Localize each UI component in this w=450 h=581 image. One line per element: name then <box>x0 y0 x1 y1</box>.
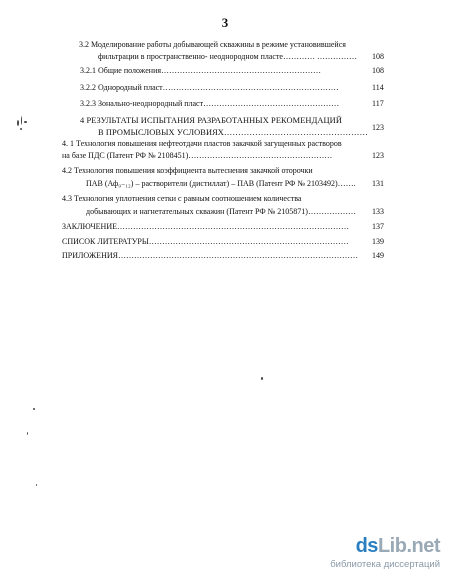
toc-page-number: 114 <box>372 83 384 92</box>
toc-page-number: 108 <box>372 66 384 75</box>
scan-speck <box>17 120 19 126</box>
toc-entry-4-2 <box>86 179 356 189</box>
logo-lib: Lib <box>377 535 407 557</box>
toc-entry-text: В ПРОМЫСЛОВЫХ УСЛОВИЯХ…………………………………………… <box>98 128 369 137</box>
toc-entry-3-2-3 <box>80 99 339 109</box>
toc-entry-4-3 <box>86 207 356 217</box>
toc-entry-text: ЗАКЛЮЧЕНИЕ…………………………………………………………………………… <box>62 222 349 231</box>
toc-page-number: 117 <box>372 99 384 108</box>
toc-entry-text: ПРИЛОЖЕНИЯ……………………………………………………………………………… <box>62 251 358 260</box>
toc-entry-3-2 <box>98 52 357 62</box>
scan-speck <box>36 484 37 486</box>
logo-ds: ds <box>355 535 378 557</box>
toc-entry-4-1 <box>62 151 332 161</box>
toc-entry-text: 3.2.3 Зонально-неоднородный пласт…………………………………………… <box>80 99 340 108</box>
toc-entry-text: фильтрации в пространственно- неоднородном пласте………… …………… <box>98 52 357 61</box>
toc-entry-conclusion <box>62 222 349 232</box>
page-number: 3 <box>221 15 229 30</box>
toc-entry-appendices <box>62 251 358 261</box>
toc-entry-4 <box>98 128 368 138</box>
toc-page-number: 137 <box>372 222 384 231</box>
scan-speck <box>20 128 22 130</box>
toc-entry-4-1-title <box>62 139 342 149</box>
scan-speck <box>27 432 28 435</box>
toc-entry-text: добывающих и нагнетательных скважин (Патент РФ № 2105871)……………… <box>86 207 356 216</box>
toc-entry-text: 4.2 Технология повышения коэффициента вытеснения закачкой оторочки <box>62 166 313 175</box>
toc-entry-text: ПАВ (Аф₉₋₁₂) – растворители (дистиллат) – ПАВ (Патент РФ № 2103492)……. <box>86 179 356 188</box>
toc-entry-3-2-2 <box>80 83 339 93</box>
toc-entry-text: 3.2.1 Общие положения…………………………………………………… <box>80 66 322 75</box>
toc-entry-3-2-1 <box>80 66 321 76</box>
toc-page-number: 123 <box>372 151 384 160</box>
toc-entry-text: на базе ПДС (Патент РФ № 2108451)……………………………………………… <box>62 151 333 160</box>
toc-page-number: 131 <box>372 179 384 188</box>
watermark-caption: библиотека диссертаций <box>330 559 440 570</box>
toc-page-number: 133 <box>372 207 384 216</box>
scan-speck <box>33 408 35 410</box>
scan-speck <box>261 377 263 380</box>
scan-speck <box>21 116 22 125</box>
toc-entry-4-3-title <box>62 194 301 204</box>
toc-entry-4-title <box>80 116 342 126</box>
toc-page-number: 123 <box>372 123 384 132</box>
toc-page-number: 139 <box>372 237 384 246</box>
toc-page-number: 108 <box>372 52 384 61</box>
logo-net: .net <box>406 535 440 557</box>
dslib-logo <box>356 535 440 558</box>
dslib-watermark <box>330 535 440 573</box>
toc-entry-text: 4. 1 Технология повышения нефтеотдачи пластов закачкой загущенных растворов <box>62 139 342 148</box>
toc-entry-text: СПИСОК ЛИТЕРАТУРЫ………………………………………………………………… <box>62 237 349 246</box>
toc-entry-text: 3.2 Моделирование работы добывающей скважины в режиме установившейся <box>79 40 346 49</box>
toc-entry-text: 4.3 Технология уплотнения сетки с равным соотношением количества <box>62 194 302 203</box>
toc-entry-references <box>62 237 349 247</box>
toc-entry-3-2-title <box>79 40 346 50</box>
toc-page-number: 149 <box>372 251 384 260</box>
toc-entry-text: 3.2.2 Однородный пласт………………………………………………………… <box>80 83 339 92</box>
toc-entry-text: 4 РЕЗУЛЬТАТЫ ИСПЫТАНИЯ РАЗРАБОТАННЫХ РЕКОМЕНДАЦИЙ <box>80 116 342 125</box>
toc-entry-4-2-title <box>62 166 313 176</box>
scan-speck <box>24 121 27 123</box>
